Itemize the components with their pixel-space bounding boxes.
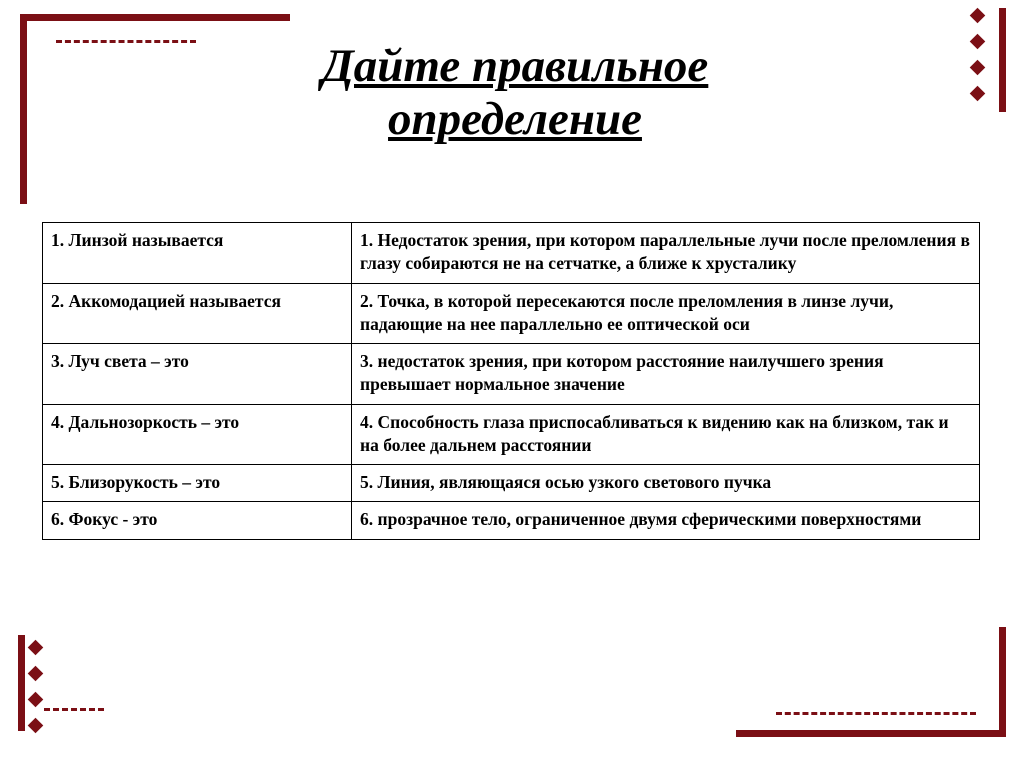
definition-cell: 3. недостаток зрения, при котором расстояние наилучшего зрения превышает нормальное значение <box>352 344 980 405</box>
table-row <box>43 404 980 465</box>
term-cell: 5. Близорукость – это <box>43 465 352 502</box>
term-cell: 4. Дальнозоркость – это <box>43 404 352 465</box>
corner-bar-vertical <box>18 635 25 731</box>
table-row <box>43 465 980 502</box>
diamond-icon <box>28 666 44 682</box>
diamond-icon <box>28 692 44 708</box>
definition-cell: 4. Способность глаза приспосабливаться к видению как на близком, так и на более дальнем расстоянии <box>352 404 980 465</box>
decorative-corner-top-right <box>886 8 1006 128</box>
corner-dashed-line <box>56 40 196 43</box>
definitions-table-container <box>42 222 980 540</box>
corner-bar-vertical <box>20 14 27 204</box>
definition-cell: 1. Недостаток зрения, при котором параллельные лучи после преломления в глазу собираются не на сетчатке, а ближе к хрусталику <box>352 223 980 284</box>
diamond-icon <box>28 640 44 656</box>
diamond-icon <box>970 60 986 76</box>
table-row <box>43 283 980 344</box>
corner-diamond-column <box>972 10 992 110</box>
corner-bar-vertical <box>999 627 1006 737</box>
corner-dashed-line <box>44 708 104 711</box>
term-cell: 2. Аккомодацией называется <box>43 283 352 344</box>
term-cell: 3. Луч света – это <box>43 344 352 405</box>
diamond-icon <box>28 718 44 734</box>
diamond-icon <box>970 34 986 50</box>
corner-diamond-column <box>30 627 50 731</box>
corner-dashed-line <box>776 712 976 715</box>
table-row <box>43 223 980 284</box>
table-row <box>43 344 980 405</box>
term-cell: 1. Линзой называется <box>43 223 352 284</box>
corner-bar-vertical <box>999 8 1006 112</box>
definition-cell: 5. Линия, являющаяся осью узкого светового пучка <box>352 465 980 502</box>
corner-bar-horizontal <box>736 730 1006 737</box>
decorative-corner-bottom-left <box>18 611 148 731</box>
definition-cell: 6. прозрачное тело, ограниченное двумя сферическими поверхностями <box>352 502 980 539</box>
corner-bar-horizontal <box>20 14 290 21</box>
definition-cell: 2. Точка, в которой пересекаются после преломления в линзе лучи, падающие на нее параллельно ее оптической оси <box>352 283 980 344</box>
page-title: Дайте правильное определение <box>321 40 709 145</box>
definitions-table <box>42 222 980 540</box>
term-cell: 6. Фокус - это <box>43 502 352 539</box>
diamond-icon <box>970 86 986 102</box>
diamond-icon <box>970 8 986 24</box>
decorative-corner-bottom-right <box>716 597 1006 737</box>
table-row <box>43 502 980 539</box>
